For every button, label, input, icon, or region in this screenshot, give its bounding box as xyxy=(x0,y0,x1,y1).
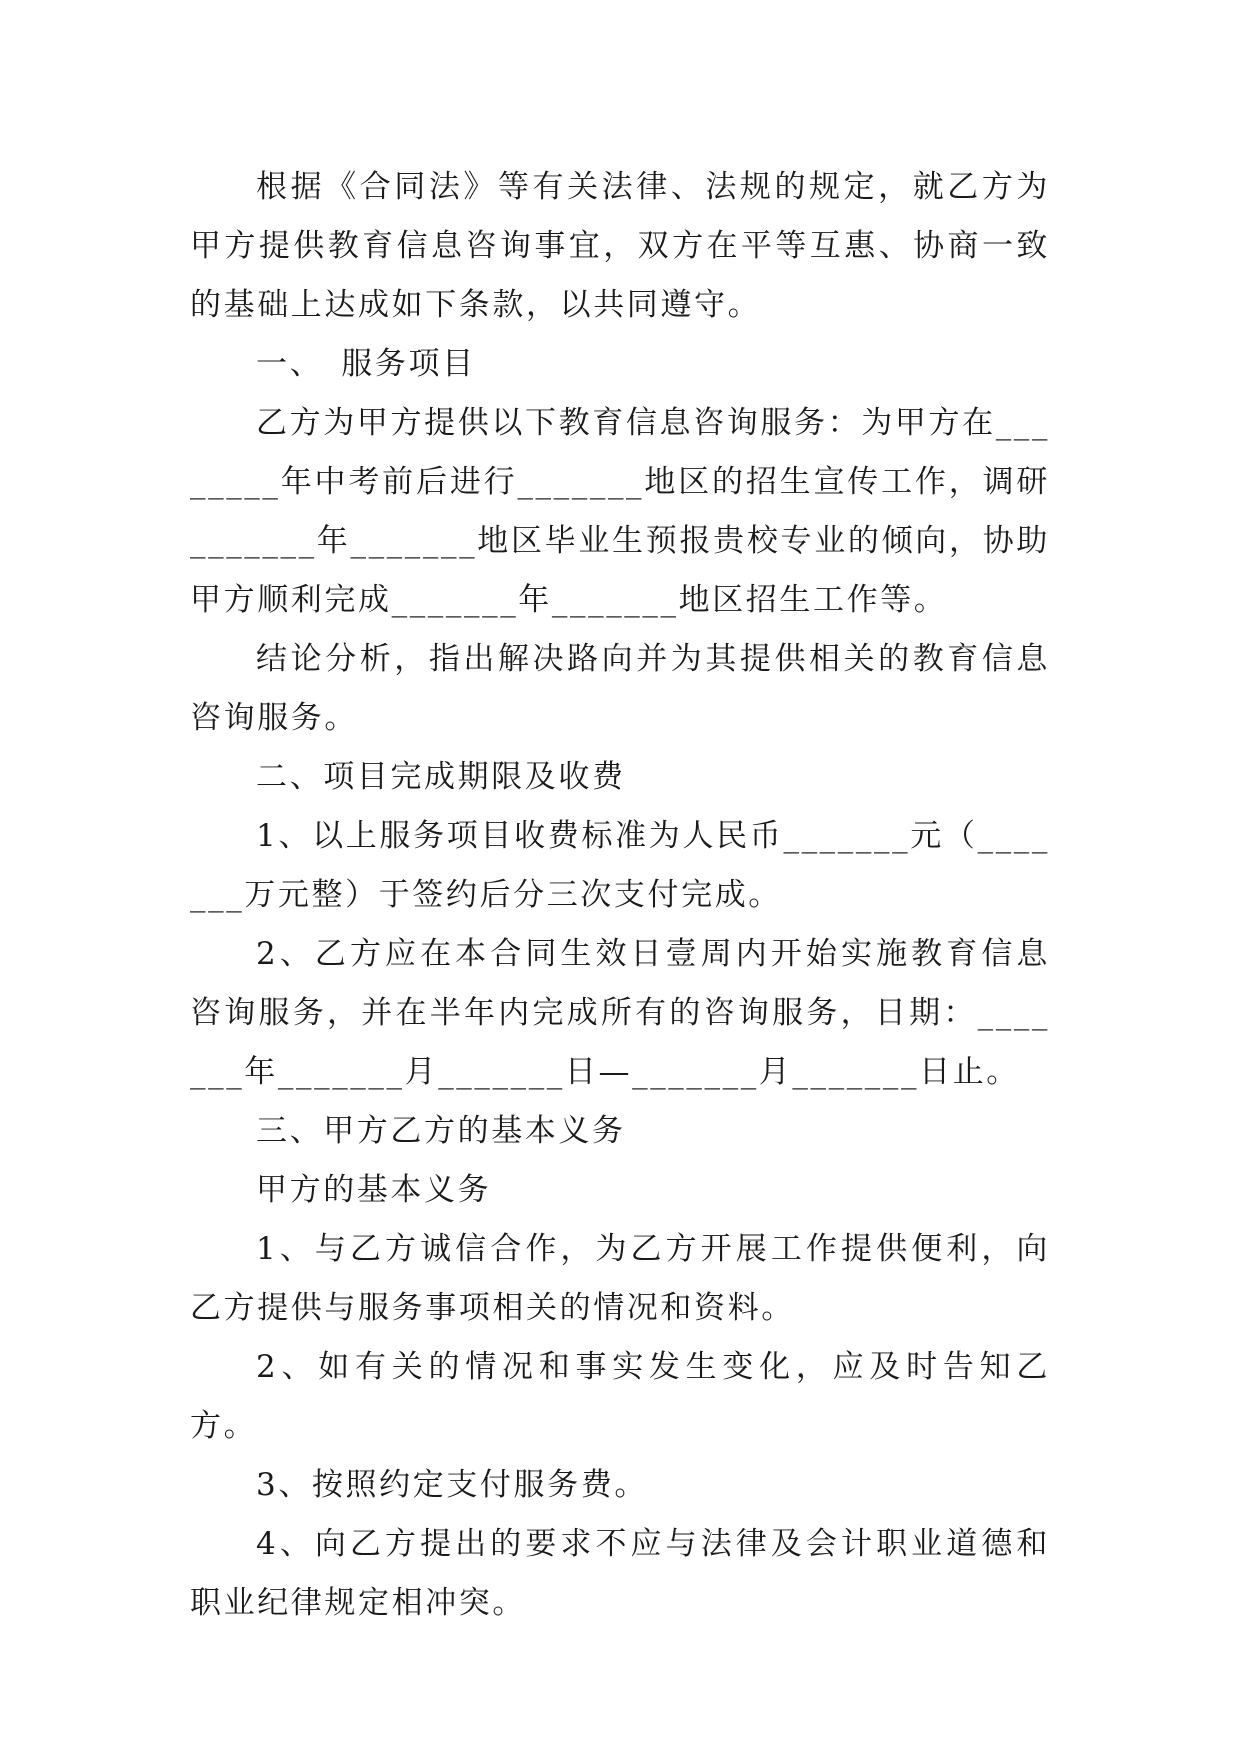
section-heading-service-items: 一、 服务项目 xyxy=(256,346,476,382)
document-page xyxy=(190,158,1050,1633)
obligation-clause-4: 4、向乙方提出的要求不应与法律及会计职业道德和职业纪律规定相冲突。 xyxy=(190,1526,1050,1621)
fee-clause-2: 2、乙方应在本合同生效日壹周内开始实施教育信息咨询服务，并在半年内完成所有的咨询服务，日期：_______年_______月_______日—_______月_______日止。 xyxy=(190,936,1050,1090)
obligation-clause-2: 2、如有关的情况和事实发生变化，应及时告知乙方。 xyxy=(190,1349,1050,1444)
intro-paragraph: 根据《合同法》等有关法律、法规的规定，就乙方为甲方提供教育信息咨询事宜，双方在平等互惠、协商一致的基础上达成如下条款，以共同遵守。 xyxy=(190,169,1050,323)
subheading-party-a-obligations: 甲方的基本义务 xyxy=(256,1172,492,1208)
service-items-paragraph: 乙方为甲方提供以下教育信息咨询服务：为甲方在________年中考前后进行_______地区的招生宣传工作，调研_______年_______地区毕业生预报贵校专业的倾向，协助甲方顺利完成_______年_______地区招生工作等。 xyxy=(190,405,1050,618)
section-heading-obligations: 三、甲方乙方的基本义务 xyxy=(256,1113,626,1149)
section-heading-deadline-fees: 二、项目完成期限及收费 xyxy=(256,759,626,795)
obligation-clause-1: 1、与乙方诚信合作，为乙方开展工作提供便利，向乙方提供与服务事项相关的情况和资料。 xyxy=(190,1231,1050,1326)
obligation-clause-3: 3、按照约定支付服务费。 xyxy=(256,1467,648,1503)
fee-clause-1: 1、以上服务项目收费标准为人民币_______元（_______万元整）于签约后分三次支付完成。 xyxy=(190,818,1050,913)
analysis-paragraph: 结论分析，指出解决路向并为其提供相关的教育信息咨询服务。 xyxy=(190,641,1050,736)
